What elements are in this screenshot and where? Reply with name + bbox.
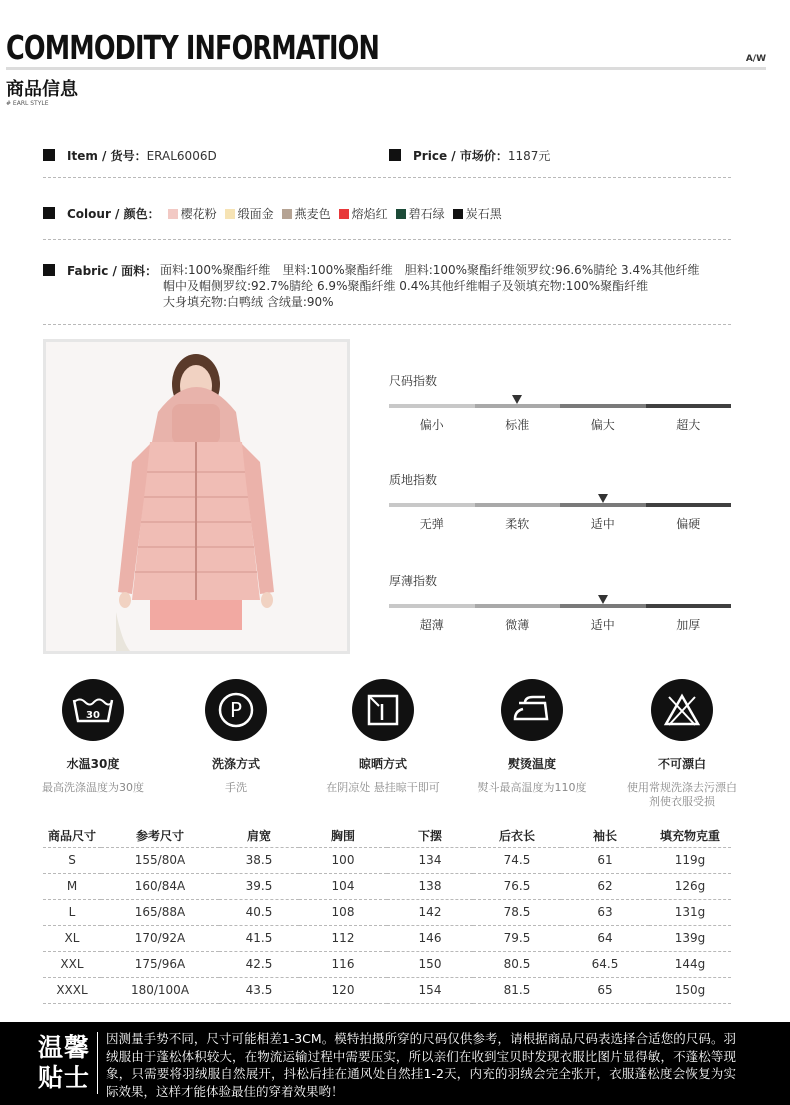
table-cell: 38.5 [219,847,299,873]
indicator-label: 标准 [505,418,530,432]
colour-swatch [453,209,463,219]
table-cell: 100 [299,847,387,873]
table-cell: 63 [561,899,649,925]
tips-text: 因测量手势不同，尺寸可能相差1-3CM。模特拍摄所穿的尺码仅供参考，请根据商品尺码表选择合适您的尺码。羽绒服由于蓬松体积较大，在物流运输过程中需要压实，所以亲们在收到宝贝时发现衣服比图片显得敏，不蓬松等现象，只需要将羽绒服自然展开，抖松后挂在通风处自然挂1-2天，内充的羽绒会完全张开，衣服蓬松度会恢复为实际效果，这样才能体验最佳的穿着效果哟！ [106,1031,736,1099]
indicator-marker-icon [512,395,522,404]
care-desc: 熨斗最高温度为110度 [477,781,587,794]
indicator-label: 适中 [590,517,615,531]
table-cell: 43.5 [219,977,299,1003]
table-cell: 170/92A [101,925,219,951]
indicator-title: 尺码指数 [389,374,438,388]
colour-swatch [396,209,406,219]
svg-text:30: 30 [86,710,100,721]
care-title: 水温30度 [66,757,120,771]
table-row [43,899,731,925]
table-cell: XL [43,925,101,951]
indicator-segment [560,404,646,408]
table-cell: 81.5 [473,977,561,1003]
colour-name: 缎面金 [237,207,274,221]
page-title: COMMODITY INFORMATION [6,28,380,67]
table-cell: 61 [561,847,649,873]
item-label: Item / 货号： [67,149,147,163]
indicator-segment [475,604,561,608]
table-header-cell: 胸围 [330,829,355,844]
table-cell: 160/84A [101,873,219,899]
indicator-segment [560,604,646,608]
price-label: Price / 市场价： [413,149,508,163]
divider [43,239,731,240]
table-cell: 139g [649,925,731,951]
brand-label: # EARL STYLE [6,100,49,107]
care-no-bleach [607,679,757,809]
table-cell: 79.5 [473,925,561,951]
indicator-label: 超大 [676,418,701,432]
product-photo [43,339,350,654]
table-cell: 108 [299,899,387,925]
table-cell: 42.5 [219,951,299,977]
indicator-label: 无弹 [419,517,444,531]
colour-name: 熔焰红 [351,207,388,221]
table-cell: 64.5 [561,951,649,977]
fabric-row [43,262,157,279]
price-row [389,147,550,164]
table-header-cell: 肩宽 [246,829,271,844]
table-header-cell: 商品尺寸 [47,829,96,844]
price-value: 1187元 [507,149,551,163]
indicator-label: 微薄 [505,618,530,632]
indicator-segment [646,503,732,507]
table-cell: L [43,899,101,925]
header-divider [6,67,766,70]
table-cell: 78.5 [473,899,561,925]
wash-30-icon [62,679,124,741]
table-cell: 146 [387,925,473,951]
table-header-cell: 下摆 [417,829,442,844]
colour-name: 碧石绿 [408,207,445,221]
indicator-label: 超薄 [419,618,444,632]
iron-icon [501,679,563,741]
table-cell: XXXL [43,977,101,1003]
table-header-cell: 袖长 [592,829,617,844]
care-wash-method [161,679,311,795]
table-cell: 138 [387,873,473,899]
indicator-labels [389,515,731,532]
fabric-line: 面料:100%聚酯纤维 里料:100%聚酯纤维 胆料:100%聚酯纤维领罗纹:96.6%腈纶 3.4%其他纤维 [160,263,700,277]
indicator-labels [389,616,731,633]
item-row [43,147,217,164]
table-cell: 120 [299,977,387,1003]
no-bleach-icon [651,679,713,741]
care-title: 洗涤方式 [211,757,260,771]
table-cell: S [43,847,101,873]
indicator-bar [389,604,731,608]
tips-title [38,1033,98,1093]
divider [43,324,731,325]
table-cell: 126g [649,873,731,899]
table-row [43,951,731,977]
colour-swatch [339,209,349,219]
indicator-segment [646,404,732,408]
indicator-bar [389,404,731,408]
table-cell: 64 [561,925,649,951]
table-cell: 119g [649,847,731,873]
table-cell: 165/88A [101,899,219,925]
indicator-label: 加厚 [676,618,701,632]
table-cell: M [43,873,101,899]
indicator-label: 偏小 [419,418,444,432]
fabric-line: 大身填充物:白鸭绒 含绒量:90% [163,295,334,309]
table-cell: 104 [299,873,387,899]
care-ironing-temperature [457,679,607,795]
table-cell: 41.5 [219,925,299,951]
indicator-marker-icon [598,595,608,604]
table-cell: 80.5 [473,951,561,977]
table-cell: 175/96A [101,951,219,977]
indicator-labels [389,416,731,433]
care-drying-method [308,679,458,795]
item-value: ERAL6006D [146,149,217,163]
indicator-label: 柔软 [505,517,530,531]
care-title: 熨烫温度 [507,757,556,771]
indicator-segment [475,404,561,408]
table-row [43,977,731,1003]
size-table-header [43,825,731,847]
table-cell: 40.5 [219,899,299,925]
colour-name: 燕麦色 [294,207,331,221]
colour-name: 樱花粉 [180,207,217,221]
indicator-label: 适中 [590,618,615,632]
table-cell: 155/80A [101,847,219,873]
care-title: 不可漂白 [657,757,706,771]
table-cell: 76.5 [473,873,561,899]
table-cell: 150 [387,951,473,977]
colour-row [43,205,502,222]
tips-title-line: 温馨 [38,1033,91,1062]
table-cell: 74.5 [473,847,561,873]
table-row [43,925,731,951]
season-label: A/W [745,54,766,64]
tips-title-line: 贴士 [38,1063,91,1092]
colour-options [160,207,502,221]
indicator-title: 质地指数 [389,473,438,487]
care-title: 晾晒方式 [358,757,407,771]
table-header-cell: 后衣长 [498,829,535,844]
table-cell: 131g [649,899,731,925]
divider [43,177,731,178]
bullet-square-icon [43,207,55,219]
table-cell: 144g [649,951,731,977]
tips-footer [0,1022,790,1105]
bullet-square-icon [43,264,55,276]
indicator-segment [560,503,646,507]
table-cell: 116 [299,951,387,977]
table-row [43,847,731,873]
indicator-bar [389,503,731,507]
colour-swatch [225,209,235,219]
table-cell: 150g [649,977,731,1003]
table-header-cell: 填充物克重 [659,829,720,844]
svg-text:P: P [229,698,243,722]
table-cell: 154 [387,977,473,1003]
table-cell: 39.5 [219,873,299,899]
bullet-square-icon [43,149,55,161]
indicator-label: 偏大 [590,418,615,432]
colour-swatch [168,209,178,219]
indicator-label: 偏硬 [676,517,701,531]
care-desc: 手洗 [225,781,247,794]
table-cell: 142 [387,899,473,925]
size-table [43,825,731,1004]
table-row [43,873,731,899]
table-cell: 65 [561,977,649,1003]
care-desc: 最高洗涤温度为30度 [42,781,144,794]
indicator-segment [389,604,475,608]
indicator-segment [389,404,475,408]
table-cell: 134 [387,847,473,873]
indicator-segment [389,503,475,507]
care-desc: 使用常规洗涤去污漂白剂使衣服受损 [627,781,737,808]
indicator-segment [475,503,561,507]
colour-swatch [282,209,292,219]
table-cell: XXL [43,951,101,977]
page-subtitle: 商品信息 [6,79,78,100]
fabric-line: 帽中及帽侧罗纹:92.7%腈纶 6.9%聚酯纤维 0.4%其他纤维帽子及领填充物:100%聚酯纤维 [163,279,649,293]
colour-name: 炭石黑 [465,207,502,221]
indicator-marker-icon [598,494,608,503]
bullet-square-icon [389,149,401,161]
colour-label: Colour / 颜色： [67,207,160,221]
table-cell: 112 [299,925,387,951]
dry-in-shade-icon [352,679,414,741]
table-cell: 62 [561,873,649,899]
fabric-label: Fabric / 面料： [67,264,158,278]
fabric-details [160,262,700,310]
model-in-pink-down-coat-image [46,342,347,651]
care-wash-temperature [18,679,168,795]
indicator-title: 厚薄指数 [389,574,438,588]
table-header-cell: 参考尺寸 [135,829,184,844]
tips-divider [97,1032,98,1094]
table-cell: 180/100A [101,977,219,1003]
care-desc: 在阴凉处 悬挂晾干即可 [326,781,440,794]
indicator-segment [646,604,732,608]
hand-wash-icon [205,679,267,741]
